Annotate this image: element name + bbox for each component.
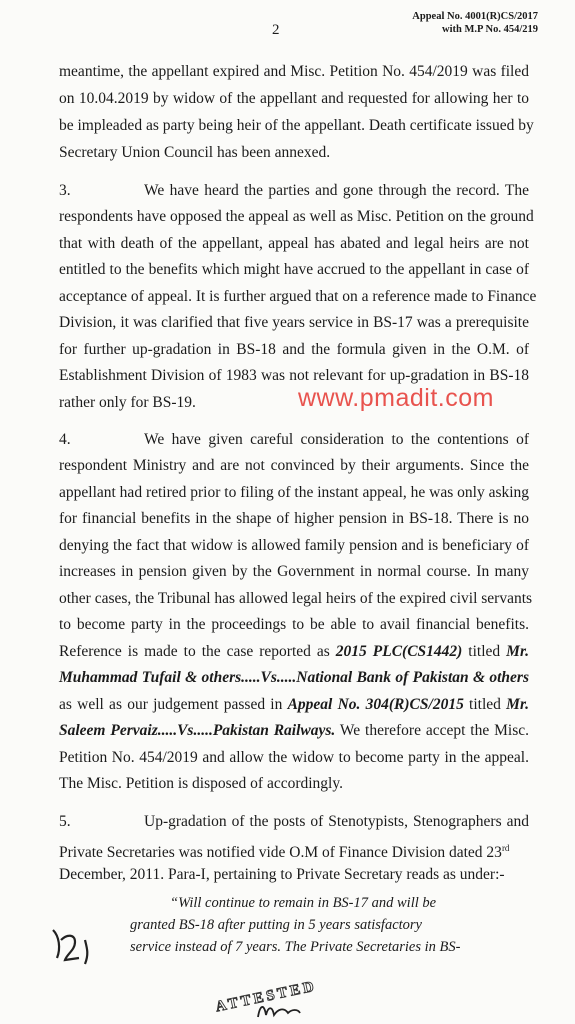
- svg-text:ATTESTED: ATTESTED: [214, 978, 319, 1016]
- text-span: Private Secretaries was notified vide O.M of Finance Division dated 23: [59, 844, 502, 862]
- text-span: We therefore accept the Misc.: [335, 722, 529, 739]
- text-line: respondents have opposed the appeal as well as Misc. Petition on the ground: [59, 208, 534, 225]
- text-line: respondent Ministry and are not convinced by their arguments. Since the: [59, 457, 529, 474]
- text-line: other cases, the Tribunal has allowed legal heirs of the expired civil servants: [59, 590, 533, 607]
- paragraph-number: 4.: [59, 431, 71, 448]
- quote-line: granted BS-18 after putting in 5 years satisfactory: [130, 917, 422, 933]
- appeal-reference: Appeal No. 304(R)CS/2015: [287, 696, 464, 713]
- superscript: rd: [501, 843, 510, 853]
- text-line: increases in pension given by the Government in normal course. In many: [59, 563, 529, 580]
- text-line: meantime, the appellant expired and Misc. Petition No. 454/2019 was filed: [59, 63, 529, 80]
- case-reference-line1: Appeal No. 4001(R)CS/2017: [412, 11, 538, 22]
- watermark: www.pmadit.com: [298, 384, 494, 412]
- text-line: Up-gradation of the posts of Stenotypists, Stenographers and: [144, 813, 529, 830]
- text-line: rather only for BS-19.: [59, 394, 196, 411]
- case-title: Mr.: [506, 643, 529, 660]
- text-span: titled: [462, 643, 507, 660]
- text-line: for financial benefits in the shape of higher pension in BS-18. There is no: [59, 510, 529, 527]
- text-line: appellant had retired prior to filing of the instant appeal, he was only asking: [59, 484, 530, 501]
- paragraph-number: 5.: [59, 813, 71, 830]
- attested-stamp: [200, 965, 350, 1020]
- page-number: 2: [272, 22, 280, 38]
- text-line: to become party in the proceedings to be able to avail financial benefits.: [59, 616, 529, 633]
- text-line: [59, 642, 529, 662]
- text-span: as well as our judgement passed in: [59, 696, 288, 713]
- text-line: be impleaded as party being heir of the appellant. Death certificate issued by: [59, 117, 534, 134]
- text-line: [59, 838, 529, 863]
- text-line: denying the fact that widow is allowed family pension and is beneficiary of: [59, 537, 529, 554]
- text-line: [59, 721, 529, 741]
- text-line: that with death of the appellant, appeal has abated and legal heirs are not: [59, 235, 529, 252]
- quote-line: service instead of 7 years. The Private Secretaries in BS-: [130, 939, 461, 955]
- text-line: [59, 695, 529, 715]
- handwritten-initial: [45, 918, 105, 968]
- text-line: on 10.04.2019 by widow of the appellant and requested for allowing her to: [59, 90, 529, 107]
- text-line: Petition No. 454/2019 and allow the widow to become party in the appeal.: [59, 749, 529, 766]
- text-line: Secretary Union Council has been annexed.: [59, 144, 331, 161]
- case-title-line: Muhammad Tufail & others.....Vs.....National Bank of Pakistan & others: [59, 669, 529, 686]
- text-line: acceptance of appeal. It is further argued that on a reference made to Finance: [59, 288, 537, 305]
- text-line: Establishment Division of 1983 was not relevant for up-gradation in BS-18: [59, 367, 529, 384]
- paragraph-number: 3.: [59, 182, 71, 199]
- quote-line: “Will continue to remain in BS-17 and will be: [170, 895, 437, 911]
- text-span: Reference is made to the case reported as: [59, 643, 336, 660]
- citation: 2015 PLC(CS1442): [335, 643, 463, 660]
- text-line: for further up-gradation in BS-18 and the formula given in the O.M. of: [59, 341, 529, 358]
- text-line: entitled to the benefits which might have accrued to the appellant in case of: [59, 261, 529, 278]
- text-line: We have given careful consideration to the contentions of: [144, 431, 529, 448]
- text-span: titled: [463, 696, 507, 713]
- case-reference-line2: with M.P No. 454/219: [442, 24, 538, 35]
- case-title: Mr.: [506, 696, 529, 713]
- text-line: December, 2011. Para-I, pertaining to Private Secretary reads as under:-: [59, 866, 505, 883]
- text-line: The Misc. Petition is disposed of accordingly.: [59, 775, 343, 792]
- text-line: Division, it was clarified that five years service in BS-17 was a prerequisite: [59, 314, 529, 331]
- text-line: We have heard the parties and gone through the record. The: [144, 182, 529, 199]
- case-title: Saleem Pervaiz.....Vs.....Pakistan Railways.: [59, 722, 336, 739]
- case-reference: [378, 10, 538, 36]
